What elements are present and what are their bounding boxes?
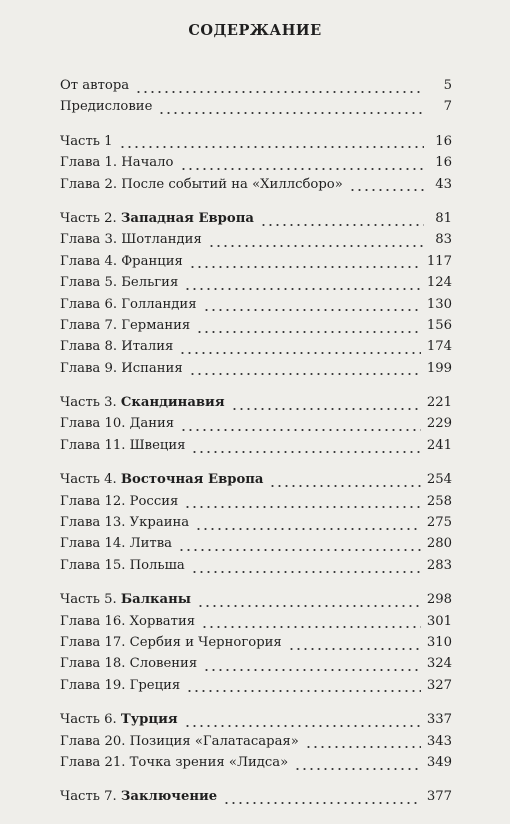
dot-leader: [203, 308, 421, 312]
toc-entry-title: [60, 416, 174, 431]
toc-entry-title: [60, 134, 113, 149]
toc-page-number: 117: [426, 253, 452, 269]
toc-entry: [60, 592, 452, 613]
toc-entry: [60, 232, 452, 253]
dot-leader: [184, 287, 421, 291]
toc-entry: [60, 438, 452, 459]
toc-entry-prefix: Предисловие: [60, 99, 153, 115]
toc-entry-prefix: Глава 14. Литва: [60, 536, 172, 552]
dot-leader: [294, 767, 421, 771]
toc-entry-prefix: Глава 11. Швеция: [60, 437, 186, 453]
toc-entry-title: [60, 515, 189, 530]
toc-entry: [60, 755, 452, 776]
toc-entry: [60, 395, 452, 416]
toc-entry: [60, 515, 452, 536]
toc-entry: [60, 712, 452, 733]
toc-entry: [60, 99, 452, 120]
toc-section: [60, 789, 452, 810]
toc-entry-prefix: Часть 7.: [60, 789, 121, 805]
toc-entry: [60, 656, 452, 677]
toc-entry-bold-title: Заключение: [120, 789, 218, 805]
toc-entry: [60, 211, 452, 232]
toc-entry-bold-title: Скандинавия: [120, 395, 225, 411]
toc-entry-title: [60, 438, 185, 453]
toc-entry: [60, 416, 452, 437]
dot-leader: [203, 668, 421, 672]
toc-entry-title: [60, 395, 225, 410]
toc-section: [60, 592, 452, 699]
toc-entry: [60, 789, 452, 810]
toc-page-number: 7: [443, 99, 452, 115]
toc-page-number: 258: [426, 493, 452, 509]
toc-page-number: 16: [435, 155, 452, 171]
toc-page-number: 283: [426, 557, 452, 573]
toc-page-number: 280: [426, 536, 452, 552]
dot-leader: [184, 724, 421, 728]
toc-entry-prefix: Глава 17. Сербия и Черногория: [60, 634, 282, 650]
toc-entry: [60, 155, 452, 176]
toc-entry-prefix: Глава 15. Польша: [60, 557, 185, 573]
dot-leader: [178, 548, 421, 552]
dot-leader: [189, 265, 421, 269]
toc-entry-prefix: Глава 8. Италия: [60, 339, 174, 355]
toc-entry-title: [60, 558, 185, 573]
toc-page-number: 349: [426, 754, 452, 770]
toc-entry-prefix: Часть 5.: [60, 592, 121, 608]
toc-page-number: 337: [426, 712, 452, 728]
toc-entry: [60, 339, 452, 360]
toc-entry-prefix: Глава 13. Украина: [60, 515, 190, 531]
toc-entry-prefix: Глава 20. Позиция «Галатасарая»: [60, 733, 299, 749]
toc-entry: [60, 318, 452, 339]
toc-entry-prefix: Часть 2.: [60, 210, 121, 226]
toc-entry-prefix: Глава 10. Дания: [60, 416, 175, 432]
toc-entry-title: [60, 494, 178, 509]
dot-leader: [195, 527, 421, 531]
toc-page-number: 5: [443, 78, 452, 93]
toc-entry: [60, 254, 452, 275]
toc-entry-title: [60, 614, 195, 629]
toc-entry-title: [60, 318, 190, 333]
toc-entry-prefix: Глава 18. Словения: [60, 656, 198, 672]
dot-leader: [119, 145, 425, 149]
toc-entry: [60, 297, 452, 318]
dot-leader: [179, 351, 420, 355]
dot-leader: [191, 450, 420, 454]
toc-entry-title: [60, 635, 282, 650]
dot-leader: [349, 188, 424, 192]
toc-page-number: 43: [435, 176, 452, 192]
toc-entry-title: [60, 211, 254, 226]
toc-entry: [60, 494, 452, 515]
toc-entry-title: [60, 297, 197, 312]
toc-entry-title: [60, 78, 129, 93]
toc-section: [60, 395, 452, 459]
toc-entry-title: [60, 232, 202, 247]
toc-page-number: 327: [426, 677, 452, 693]
toc-entry-prefix: Часть 1: [60, 133, 113, 149]
toc-entry-title: [60, 592, 191, 607]
toc-entry-prefix: Глава 5. Бельгия: [60, 275, 179, 291]
toc-section: [60, 78, 452, 121]
toc-section: [60, 134, 452, 198]
toc-entry-title: [60, 275, 178, 290]
toc-page-number: 16: [435, 133, 452, 149]
dot-leader: [201, 625, 421, 629]
toc-entry-prefix: Глава 21. Точка зрения «Лидса»: [60, 754, 289, 770]
toc-entry-prefix: Часть 3.: [60, 395, 121, 411]
toc-entry-prefix: Часть 6.: [60, 712, 121, 728]
toc-entry: [60, 635, 452, 656]
toc-section: [60, 472, 452, 579]
toc-page-number: 156: [426, 317, 452, 333]
toc-entry: [60, 558, 452, 579]
dot-leader: [223, 801, 421, 805]
toc-page-number: 343: [426, 733, 452, 749]
toc-entry-prefix: Глава 16. Хорватия: [60, 613, 196, 629]
toc-entry-title: [60, 254, 183, 269]
toc-page-number: 174: [426, 339, 452, 355]
toc-entry: [60, 134, 452, 155]
toc-entry-title: [60, 99, 152, 114]
toc-entry: [60, 361, 452, 382]
toc-entry-prefix: Часть 4.: [60, 472, 121, 488]
toc-entry-title: [60, 656, 197, 671]
toc-page-number: 301: [426, 613, 452, 629]
toc-page-number: 298: [426, 592, 452, 608]
toc-page-number: 377: [426, 789, 452, 805]
toc-entry-prefix: Глава 19. Греция: [60, 677, 181, 693]
toc-entry: [60, 678, 452, 699]
toc-entry: [60, 536, 452, 557]
toc-page-number: 310: [426, 634, 452, 650]
toc-entry-title: [60, 755, 288, 770]
dot-leader: [260, 223, 424, 227]
dot-leader: [208, 244, 424, 248]
dot-leader: [191, 570, 421, 574]
table-of-contents: [60, 78, 452, 824]
dot-leader: [305, 745, 421, 749]
toc-entry-title: [60, 361, 183, 376]
toc-entry-prefix: От автора: [60, 78, 130, 93]
dot-leader: [197, 604, 421, 608]
toc-entry-title: [60, 472, 263, 487]
toc-section: [60, 211, 452, 382]
toc-page-number: 130: [426, 296, 452, 312]
toc-entry: [60, 472, 452, 493]
toc-entry-title: [60, 678, 180, 693]
toc-entry-title: [60, 734, 299, 749]
toc-entry-prefix: Глава 12. Россия: [60, 493, 179, 509]
toc-entry-prefix: Глава 7. Германия: [60, 317, 191, 333]
toc-entry-bold-title: Восточная Европа: [120, 472, 264, 488]
toc-entry: [60, 614, 452, 635]
toc-page-number: 229: [426, 416, 452, 432]
dot-leader: [135, 90, 424, 94]
toc-page-number: 81: [435, 210, 452, 226]
dot-leader: [189, 372, 421, 376]
toc-entry-bold-title: Западная Европа: [120, 210, 254, 226]
toc-entry-bold-title: Балканы: [120, 592, 191, 608]
dot-leader: [288, 647, 421, 651]
toc-entry-title: [60, 789, 217, 804]
toc-page-number: 241: [426, 437, 452, 453]
toc-entry-prefix: Глава 9. Испания: [60, 360, 183, 376]
dot-leader: [231, 407, 421, 411]
toc-entry: [60, 78, 452, 99]
toc-entry-title: [60, 339, 173, 354]
toc-entry-title: [60, 536, 172, 551]
toc-entry-title: [60, 155, 174, 170]
toc-entry-title: [60, 712, 178, 727]
toc-page-number: 124: [426, 275, 452, 291]
toc-entry: [60, 275, 452, 296]
toc-section: [60, 712, 452, 776]
toc-entry: [60, 734, 452, 755]
dot-leader: [180, 167, 425, 171]
toc-page-number: 275: [426, 515, 452, 531]
toc-page-number: 199: [426, 360, 452, 376]
toc-entry-prefix: Глава 2. После событий на «Хиллсборо»: [60, 176, 343, 192]
toc-entry: [60, 177, 452, 198]
toc-entry-bold-title: Турция: [120, 712, 178, 728]
toc-entry-prefix: Глава 6. Голландия: [60, 296, 197, 312]
toc-entry-title: [60, 177, 343, 192]
dot-leader: [158, 111, 424, 115]
page-title: СОДЕРЖАНИЕ: [188, 22, 322, 39]
toc-page-number: 221: [426, 395, 452, 411]
dot-leader: [180, 428, 421, 432]
toc-page-number: 324: [426, 656, 452, 672]
toc-page-number: 254: [426, 472, 452, 488]
dot-leader: [184, 505, 421, 509]
dot-leader: [186, 689, 421, 693]
toc-entry-prefix: Глава 3. Шотландия: [60, 232, 202, 248]
toc-entry-prefix: Глава 4. Франция: [60, 253, 183, 269]
toc-entry-prefix: Глава 1. Начало: [60, 155, 174, 171]
dot-leader: [196, 330, 421, 334]
toc-page-number: 83: [435, 232, 452, 248]
dot-leader: [269, 484, 420, 488]
